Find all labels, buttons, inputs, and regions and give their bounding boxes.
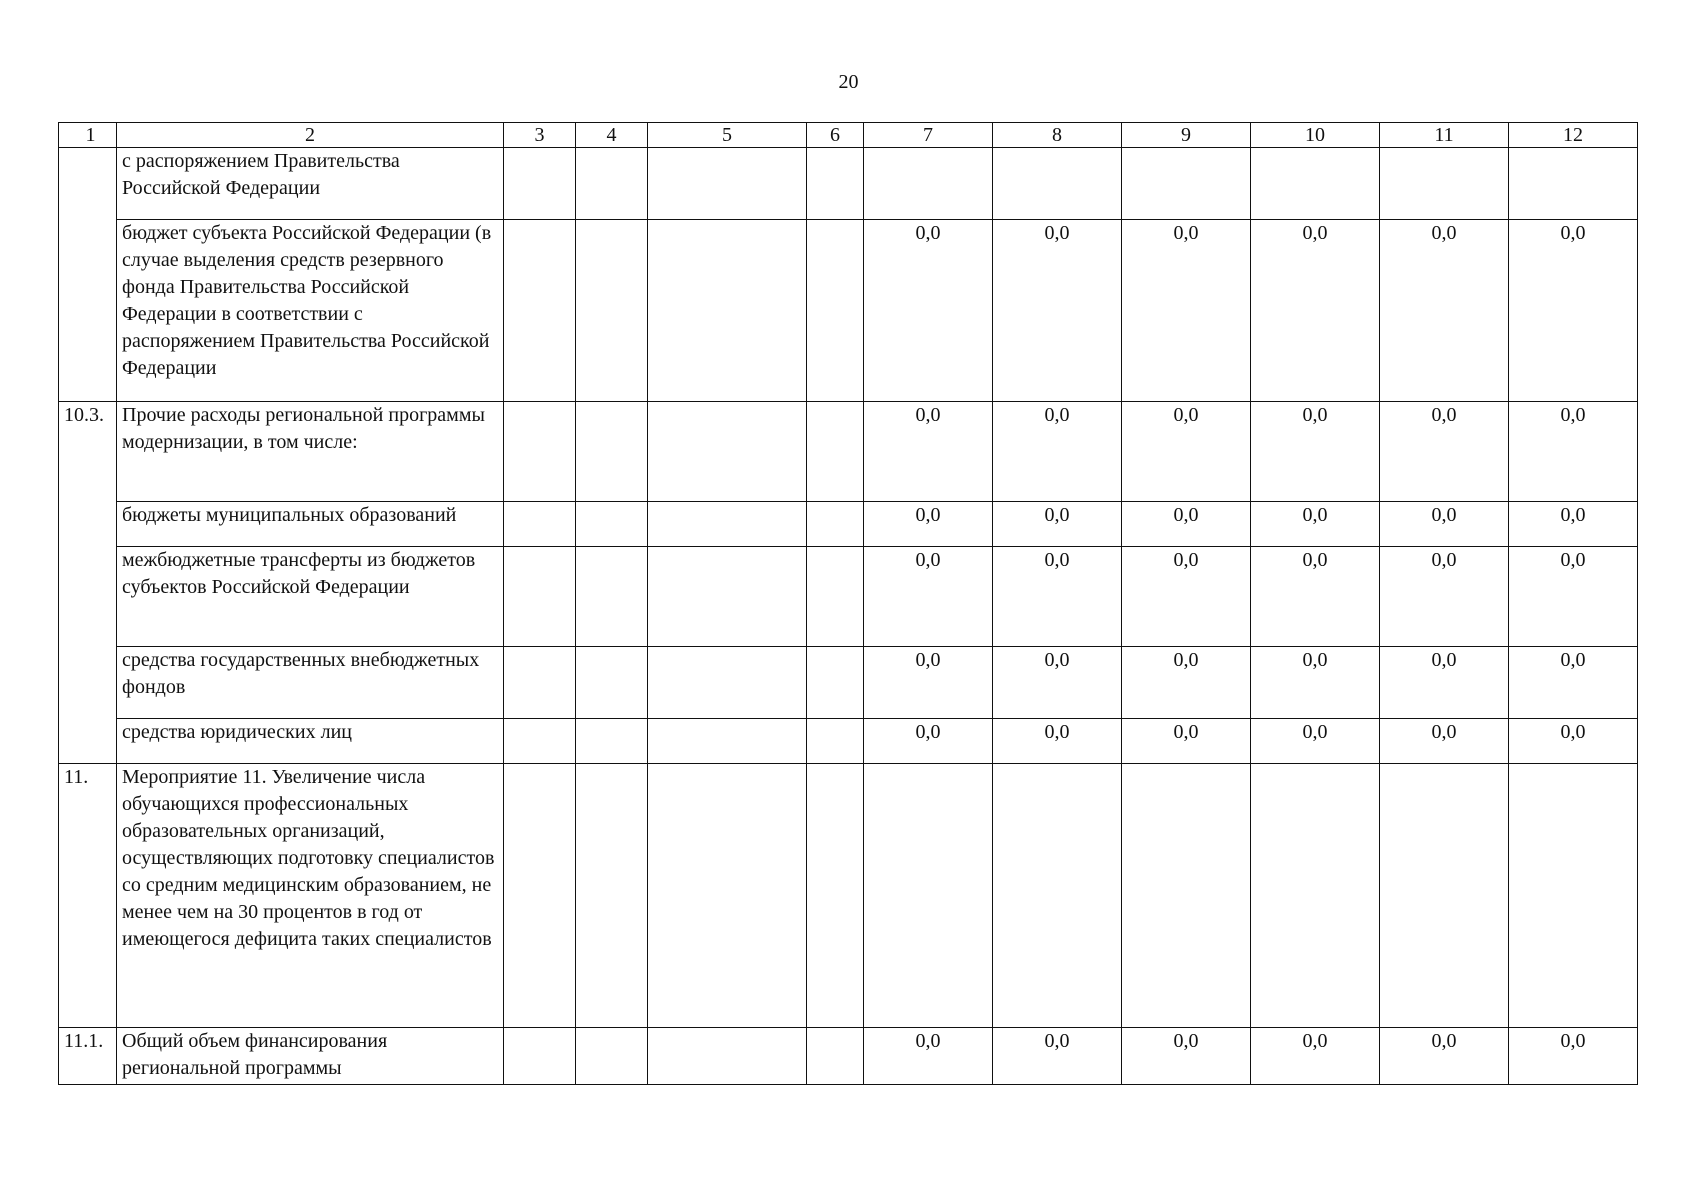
empty-cell xyxy=(807,502,864,547)
empty-cell xyxy=(504,502,576,547)
value-cell: 0,0 xyxy=(993,719,1122,764)
empty-cell xyxy=(576,148,648,220)
empty-cell xyxy=(504,148,576,220)
value-cell xyxy=(1509,764,1638,1028)
value-cell xyxy=(1380,764,1509,1028)
value-cell: 0,0 xyxy=(864,719,993,764)
value-cell: 0,0 xyxy=(1122,1028,1251,1085)
empty-cell xyxy=(807,148,864,220)
value-cell: 0,0 xyxy=(1380,547,1509,647)
value-cell: 0,0 xyxy=(993,547,1122,647)
value-cell: 0,0 xyxy=(1251,220,1380,402)
value-cell: 0,0 xyxy=(1509,647,1638,719)
value-cell xyxy=(993,148,1122,220)
empty-cell xyxy=(576,1028,648,1085)
empty-cell xyxy=(807,719,864,764)
value-cell: 0,0 xyxy=(993,647,1122,719)
empty-cell xyxy=(648,764,807,1028)
empty-cell xyxy=(807,547,864,647)
row-number-cell xyxy=(59,148,117,402)
value-cell: 0,0 xyxy=(993,502,1122,547)
value-cell: 0,0 xyxy=(1509,402,1638,502)
empty-cell xyxy=(648,647,807,719)
value-cell: 0,0 xyxy=(1122,719,1251,764)
column-header: 8 xyxy=(993,123,1122,148)
column-header: 4 xyxy=(576,123,648,148)
row-description: с распоряжением Правительства Российской Федерации xyxy=(117,148,504,220)
value-cell: 0,0 xyxy=(1380,647,1509,719)
column-header: 1 xyxy=(59,123,117,148)
empty-cell xyxy=(504,402,576,502)
value-cell: 0,0 xyxy=(864,402,993,502)
empty-cell xyxy=(576,502,648,547)
row-description: средства юридических лиц xyxy=(117,719,504,764)
value-cell: 0,0 xyxy=(1509,719,1638,764)
value-cell: 0,0 xyxy=(864,547,993,647)
value-cell xyxy=(993,764,1122,1028)
value-cell xyxy=(864,148,993,220)
row-description: Прочие расходы региональной программы модернизации, в том числе: xyxy=(117,402,504,502)
value-cell: 0,0 xyxy=(1251,647,1380,719)
row-description: бюджеты муниципальных образований xyxy=(117,502,504,547)
value-cell: 0,0 xyxy=(1380,1028,1509,1085)
empty-cell xyxy=(504,647,576,719)
value-cell: 0,0 xyxy=(1122,220,1251,402)
empty-cell xyxy=(504,1028,576,1085)
empty-cell xyxy=(576,764,648,1028)
value-cell: 0,0 xyxy=(1380,719,1509,764)
empty-cell xyxy=(576,402,648,502)
column-header: 5 xyxy=(648,123,807,148)
empty-cell xyxy=(807,764,864,1028)
value-cell: 0,0 xyxy=(864,647,993,719)
value-cell: 0,0 xyxy=(1509,502,1638,547)
column-header: 12 xyxy=(1509,123,1638,148)
empty-cell xyxy=(648,220,807,402)
empty-cell xyxy=(504,719,576,764)
value-cell: 0,0 xyxy=(1122,402,1251,502)
value-cell: 0,0 xyxy=(1251,502,1380,547)
table-row xyxy=(59,402,1638,502)
value-cell: 0,0 xyxy=(1380,502,1509,547)
value-cell: 0,0 xyxy=(1251,402,1380,502)
value-cell: 0,0 xyxy=(1122,647,1251,719)
table-row xyxy=(59,1028,1638,1085)
value-cell: 0,0 xyxy=(864,220,993,402)
value-cell: 0,0 xyxy=(993,402,1122,502)
value-cell: 0,0 xyxy=(1122,502,1251,547)
column-header: 9 xyxy=(1122,123,1251,148)
value-cell xyxy=(1251,764,1380,1028)
empty-cell xyxy=(807,402,864,502)
empty-cell xyxy=(576,719,648,764)
column-header: 2 xyxy=(117,123,504,148)
empty-cell xyxy=(648,148,807,220)
table-row xyxy=(59,502,1638,547)
row-description: Общий объем финансирования региональной программы xyxy=(117,1028,504,1085)
empty-cell xyxy=(576,547,648,647)
empty-cell xyxy=(576,220,648,402)
table-row xyxy=(59,547,1638,647)
table-row xyxy=(59,719,1638,764)
table-row xyxy=(59,647,1638,719)
value-cell xyxy=(1122,764,1251,1028)
row-number-cell: 11.1. xyxy=(59,1028,117,1085)
row-number-cell: 10.3. xyxy=(59,402,117,764)
table-header-row xyxy=(59,123,1638,148)
page-number: 20 xyxy=(838,71,859,93)
empty-cell xyxy=(504,547,576,647)
empty-cell xyxy=(807,1028,864,1085)
value-cell xyxy=(1509,148,1638,220)
empty-cell xyxy=(648,547,807,647)
table-row xyxy=(59,220,1638,402)
empty-cell xyxy=(648,719,807,764)
value-cell xyxy=(864,764,993,1028)
value-cell: 0,0 xyxy=(1509,220,1638,402)
value-cell: 0,0 xyxy=(864,1028,993,1085)
row-description: средства государственных внебюджетных фондов xyxy=(117,647,504,719)
empty-cell xyxy=(807,220,864,402)
row-description: бюджет субъекта Российской Федерации (в случае выделения средств резервного фонда Правительства Российской Федерации в соответствии с распоряжением Правительства Российской Федерации xyxy=(117,220,504,402)
value-cell: 0,0 xyxy=(1251,547,1380,647)
value-cell: 0,0 xyxy=(1509,547,1638,647)
column-header: 10 xyxy=(1251,123,1380,148)
value-cell: 0,0 xyxy=(1509,1028,1638,1085)
column-header: 11 xyxy=(1380,123,1509,148)
value-cell: 0,0 xyxy=(993,1028,1122,1085)
row-number-cell: 11. xyxy=(59,764,117,1028)
empty-cell xyxy=(504,220,576,402)
value-cell xyxy=(1380,148,1509,220)
column-header: 6 xyxy=(807,123,864,148)
empty-cell xyxy=(576,647,648,719)
column-header: 7 xyxy=(864,123,993,148)
value-cell: 0,0 xyxy=(1380,402,1509,502)
row-description: Мероприятие 11. Увеличение числа обучающихся профессиональных образовательных организаций, осуществляющих подготовку специалистов со средним медицинским образованием, не менее чем на 30 процентов в год от имеющегося дефицита таких специалистов xyxy=(117,764,504,1028)
empty-cell xyxy=(648,402,807,502)
value-cell: 0,0 xyxy=(1122,547,1251,647)
empty-cell xyxy=(504,764,576,1028)
value-cell: 0,0 xyxy=(1380,220,1509,402)
value-cell: 0,0 xyxy=(1251,719,1380,764)
value-cell: 0,0 xyxy=(864,502,993,547)
table-row xyxy=(59,148,1638,220)
table-row xyxy=(59,764,1638,1028)
value-cell xyxy=(1122,148,1251,220)
financing-table xyxy=(58,122,1638,1085)
value-cell: 0,0 xyxy=(993,220,1122,402)
value-cell: 0,0 xyxy=(1251,1028,1380,1085)
empty-cell xyxy=(807,647,864,719)
column-header: 3 xyxy=(504,123,576,148)
empty-cell xyxy=(648,502,807,547)
value-cell xyxy=(1251,148,1380,220)
row-description: межбюджетные трансферты из бюджетов субъектов Российской Федерации xyxy=(117,547,504,647)
empty-cell xyxy=(648,1028,807,1085)
